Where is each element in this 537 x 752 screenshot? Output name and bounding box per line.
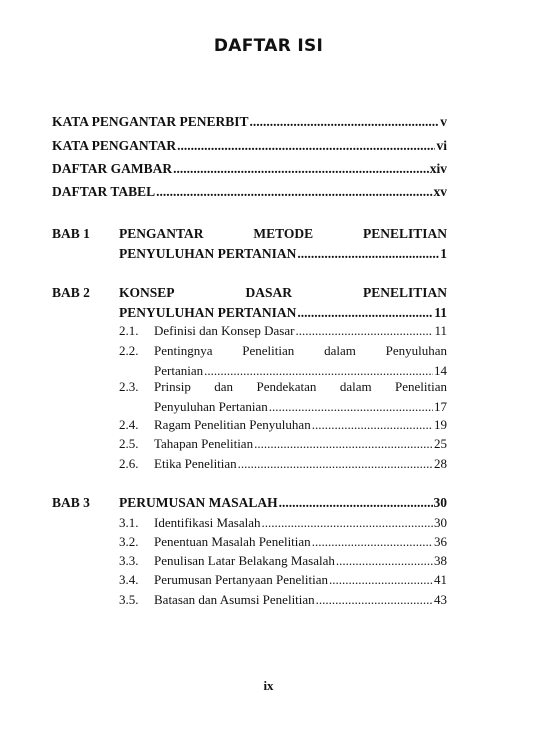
section-title: Tahapan Penelitian <box>154 436 254 451</box>
section-number: 2.3. <box>119 379 139 394</box>
section-number: 3.3. <box>119 553 139 568</box>
chapter-title-word: PENGANTAR <box>119 226 204 241</box>
dot-leader <box>156 182 432 202</box>
chapter-title-word: KONSEP <box>119 285 175 300</box>
toc-entry-kata-pengantar[interactable] <box>52 136 447 156</box>
dot-leader <box>262 513 434 533</box>
chapter-title-line-2 <box>119 303 447 323</box>
section-page: 14 <box>434 363 447 378</box>
section-title-word: Pentingnya <box>154 343 213 358</box>
section-number: 3.2. <box>119 534 139 549</box>
chapter-number: BAB 2 <box>52 285 90 300</box>
toc-entry-daftar-gambar[interactable] <box>52 159 447 179</box>
dot-leader <box>173 159 429 179</box>
section-title-word: Prinsip <box>154 379 191 394</box>
section-title-word: Penelitian <box>395 379 447 394</box>
dot-leader <box>177 136 435 156</box>
chapter-page: 1 <box>440 246 447 261</box>
chapter-title-line-1 <box>119 493 447 513</box>
chapter-title-word: PENELITIAN <box>362 285 447 300</box>
section-page: 17 <box>434 399 447 414</box>
section-title-word: dan <box>214 379 234 394</box>
entry-page: v <box>440 114 447 129</box>
chapter-title-line-1 <box>119 224 447 244</box>
section-title-word: Pendekatan <box>256 379 317 394</box>
section-number: 3.4. <box>119 572 139 587</box>
toc-chapter-bab-1[interactable] <box>52 224 447 264</box>
entry-page: xv <box>433 184 447 199</box>
section-page: 28 <box>434 456 447 471</box>
section-page: 19 <box>434 417 447 432</box>
chapter-number: BAB 1 <box>52 226 90 241</box>
entry-label: KATA PENGANTAR PENERBIT <box>52 114 249 129</box>
chapter-page: 11 <box>434 305 447 320</box>
section-page: 38 <box>434 553 447 568</box>
dot-leader <box>312 415 433 435</box>
entry-label: DAFTAR GAMBAR <box>52 161 173 176</box>
chapter-title-word: PENELITIAN <box>362 226 447 241</box>
section-title: Pertanian <box>154 363 204 378</box>
section-title: Penulisan Latar Belakang Masalah <box>154 553 335 568</box>
dot-leader <box>329 570 433 590</box>
entry-label: DAFTAR TABEL <box>52 184 156 199</box>
chapter-title-word: METODE <box>253 226 314 241</box>
toc-entry-kata-pengantar-penerbit[interactable] <box>52 112 447 132</box>
section-page: 25 <box>434 436 447 451</box>
dot-leader <box>279 493 433 513</box>
section-number: 2.2. <box>119 343 139 358</box>
dot-leader <box>238 454 433 474</box>
section-page: 41 <box>434 572 447 587</box>
dot-leader <box>312 532 433 552</box>
section-title: Perumusan Pertanyaan Penelitian <box>154 572 329 587</box>
section-title: Ragam Penelitian Penyuluhan <box>154 417 311 432</box>
dot-leader <box>250 112 440 132</box>
chapter-number: BAB 3 <box>52 495 90 510</box>
entry-label: KATA PENGANTAR <box>52 138 177 153</box>
section-page: 11 <box>434 323 447 338</box>
section-title: Definisi dan Konsep Dasar <box>154 323 295 338</box>
dot-leader <box>297 244 439 264</box>
section-title: Penentuan Masalah Penelitian <box>154 534 311 549</box>
dot-leader <box>295 321 433 341</box>
toc-section-2-3[interactable] <box>119 377 447 417</box>
section-page: 30 <box>434 515 447 530</box>
section-title-word: Penyuluhan <box>385 343 447 358</box>
section-number: 3.1. <box>119 515 139 530</box>
section-number: 3.5. <box>119 592 139 607</box>
page-number-footer: ix <box>263 678 274 693</box>
entry-page: vi <box>436 138 447 153</box>
dot-leader <box>336 551 433 571</box>
toc-section-2-2[interactable] <box>119 341 447 381</box>
dot-leader <box>269 397 433 417</box>
section-number: 2.5. <box>119 436 139 451</box>
chapter-title-line-2 <box>119 244 447 264</box>
section-title: Penyuluhan Pertanian <box>154 399 268 414</box>
section-title: Etika Penelitian <box>154 456 237 471</box>
chapter-title-text: PERUMUSAN MASALAH <box>119 495 278 510</box>
section-title-line-1 <box>154 341 447 361</box>
chapter-title-text: PENYULUHAN PERTANIAN <box>119 246 297 261</box>
section-title-word: dalam <box>339 379 372 394</box>
section-page: 36 <box>434 534 447 549</box>
chapter-title-line-1 <box>119 283 447 303</box>
section-number: 2.4. <box>119 417 139 432</box>
section-page: 43 <box>434 592 447 607</box>
toc-entry-daftar-tabel[interactable] <box>52 182 447 202</box>
toc-chapter-bab-2[interactable] <box>52 283 447 323</box>
chapter-title-word: DASAR <box>245 285 292 300</box>
page-title: DAFTAR ISI <box>213 36 324 56</box>
section-title-word: Penelitian <box>242 343 295 358</box>
section-number: 2.6. <box>119 456 139 471</box>
dot-leader <box>316 590 433 610</box>
dot-leader <box>297 303 433 323</box>
entry-page: xiv <box>429 161 447 176</box>
chapter-title-text: PENYULUHAN PERTANIAN <box>119 305 297 320</box>
section-title-line-1 <box>154 377 447 397</box>
section-title-word: dalam <box>324 343 356 358</box>
section-title: Identifikasi Masalah <box>154 515 261 530</box>
chapter-page: 30 <box>433 495 447 510</box>
section-title: Batasan dan Asumsi Penelitian <box>154 592 315 607</box>
dot-leader <box>254 434 433 454</box>
section-number: 2.1. <box>119 323 139 338</box>
